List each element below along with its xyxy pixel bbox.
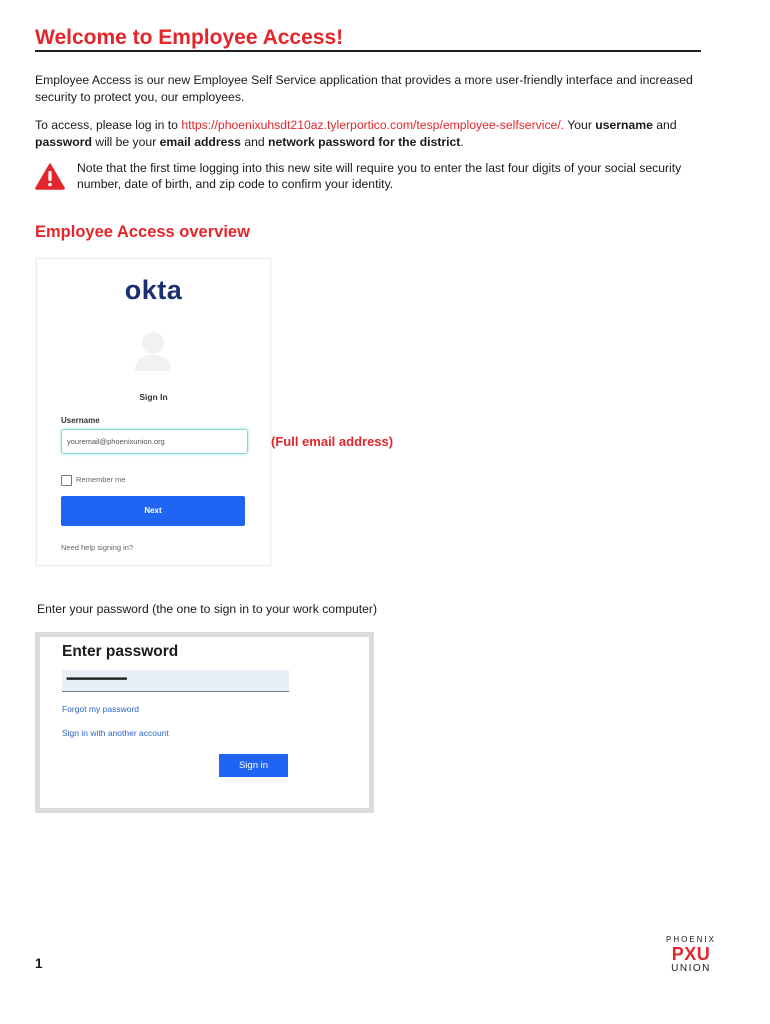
password-title: Enter password (62, 643, 179, 660)
password-caption: Enter your password (the one to sign in to your work computer) (37, 602, 378, 616)
remember-me-checkbox[interactable] (61, 475, 72, 486)
title-divider (35, 50, 701, 52)
another-account-link[interactable]: Sign in with another account (62, 728, 169, 738)
next-button[interactable]: Next (61, 496, 245, 526)
remember-me-label: Remember me (76, 475, 126, 484)
access-prefix: To access, please log in to (35, 118, 182, 132)
password-term: password (35, 135, 92, 149)
sign-in-button[interactable]: Sign in (219, 754, 288, 777)
okta-signin-title: Sign In (139, 392, 168, 402)
pxu-logo: PHOENIX PXU UNION (666, 935, 717, 974)
username-label: Username (61, 416, 100, 425)
username-term: username (595, 118, 653, 132)
okta-signin-screenshot (36, 258, 271, 566)
username-input[interactable]: youremail@phoenixunion.org (61, 429, 248, 454)
network-password-term: network password for the district (268, 135, 461, 149)
password-input[interactable]: •••••••••••••••••••••••••••••• (62, 670, 289, 692)
access-paragraph: To access, please log in to https://phoenixuhsdt210az.tylerportico.com/tesp/employee-selfservice/. Your username and password will be your email address and network password for the district. (35, 118, 677, 149)
password-screenshot (35, 632, 374, 813)
overview-heading: Employee Access overview (35, 223, 250, 241)
intro-paragraph: Employee Access is our new Employee Self Service application that provides a more user-friendly interface and increased security to protect you, our employees. (35, 73, 693, 104)
warning-icon (35, 163, 65, 190)
page-title: Welcome to Employee Access! (35, 26, 344, 49)
okta-logo: okta (124, 275, 183, 305)
forgot-password-link[interactable]: Forgot my password (62, 704, 139, 714)
email-term: email address (159, 135, 241, 149)
identity-note: Note that the first time logging into this new site will require you to enter the last four digits of your social security number, date of birth, and zip code to confirm your identity. (77, 161, 682, 191)
email-annotation: (Full email address) (271, 434, 394, 449)
user-avatar-icon (133, 329, 173, 371)
page-number: 1 (35, 956, 43, 971)
portal-link[interactable]: https://phoenixuhsdt210az.tylerportico.com/tesp/employee-selfservice/. (181, 118, 565, 132)
help-signin-link[interactable]: Need help signing in? (61, 543, 134, 552)
